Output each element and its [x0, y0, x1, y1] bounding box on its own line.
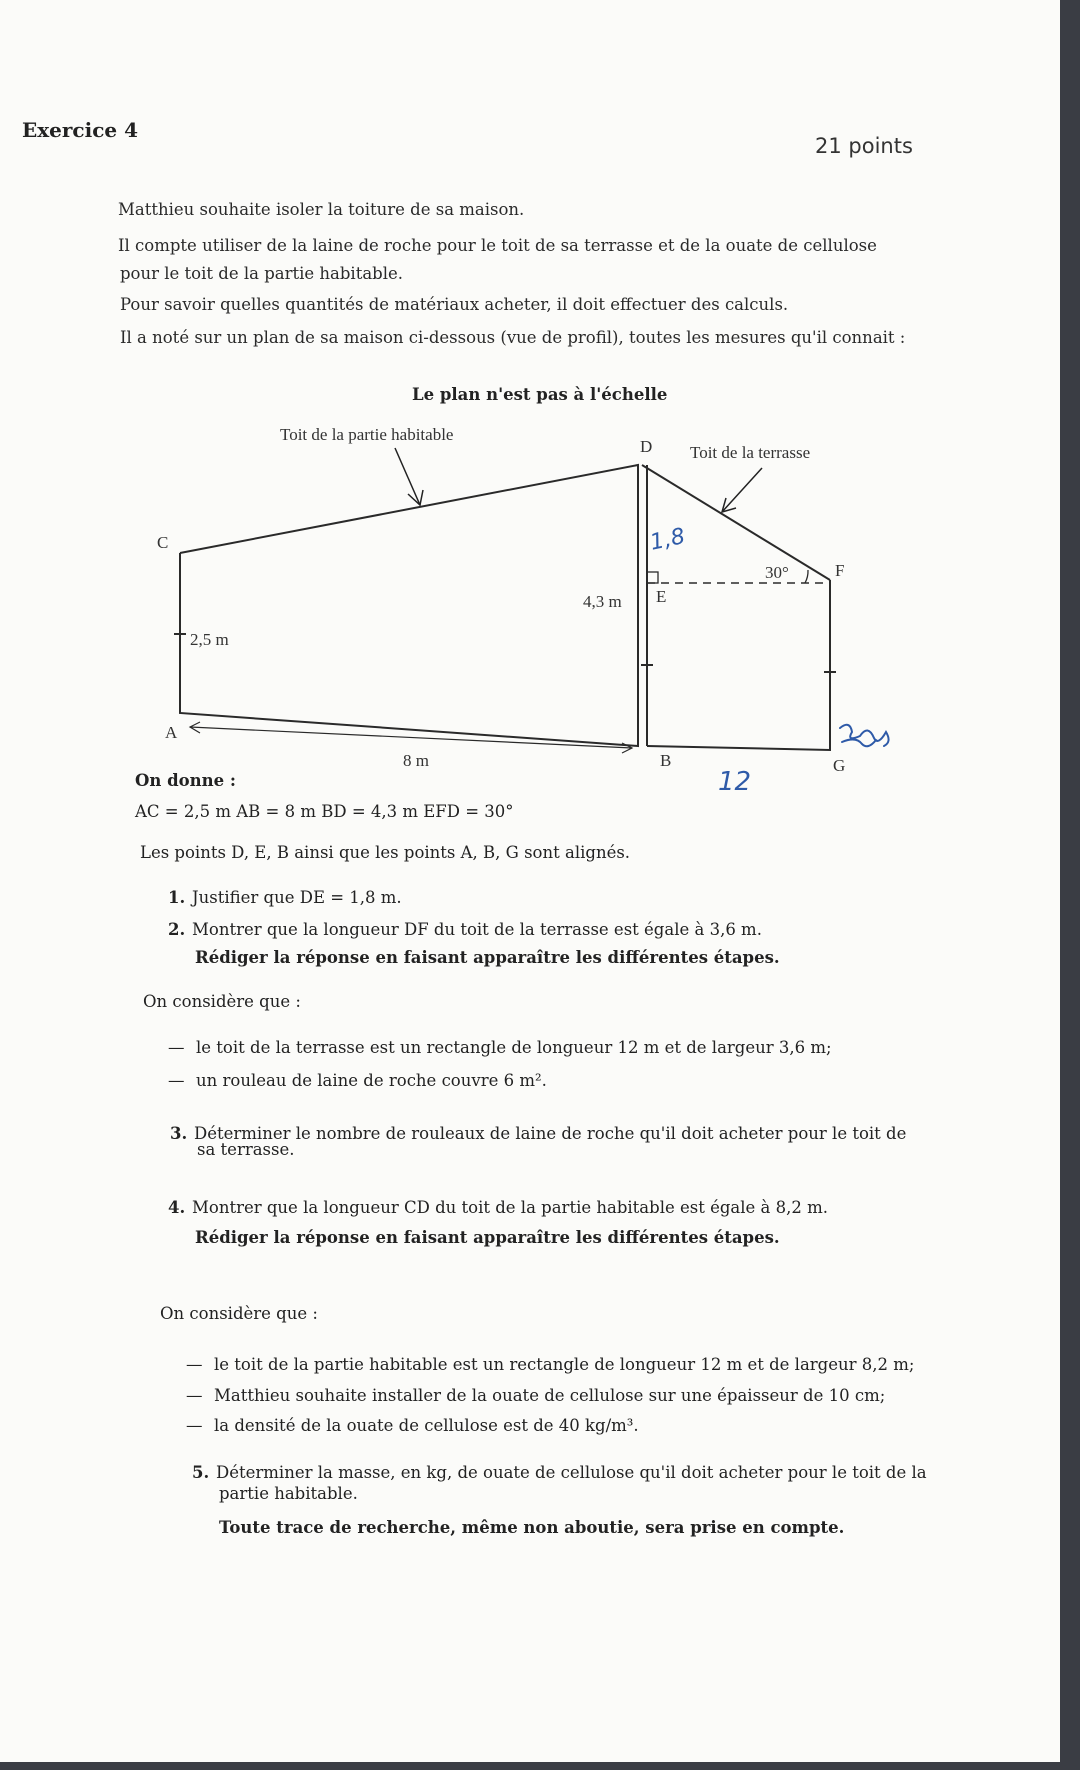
consider-2-item: — la densité de la ouate de cellulose est de 40 kg/m³.: [186, 1416, 639, 1435]
figure-caption: Le plan n'est pas à l'échelle: [412, 385, 668, 404]
bullet-text: le toit de la partie habitable est un rectangle de longueur 12 m et de largeur 8,2 m;: [214, 1355, 915, 1374]
right-angle-marker: [647, 572, 658, 583]
question-text: Déterminer la masse, en kg, de ouate de cellulose qu'il doit acheter pour le toit de la: [216, 1463, 927, 1482]
intro-line: pour le toit de la partie habitable.: [120, 264, 404, 283]
terrace-outline: [647, 580, 830, 750]
handwritten-scribble-icon: [840, 725, 889, 746]
handwritten-BG: 12: [718, 767, 752, 797]
question-1: [168, 888, 402, 908]
consider-1-intro: On considère que :: [143, 992, 301, 1011]
angle-arc: [805, 570, 808, 583]
question-text: Justifier que DE = 1,8 m.: [192, 888, 402, 907]
point-D: D: [640, 437, 653, 456]
question-2: [168, 920, 762, 940]
point-C: C: [157, 533, 169, 552]
question-number: 5.: [192, 1463, 210, 1482]
question-text: Montrer que la longueur CD du toit de la partie habitable est égale à 8,2 m.: [192, 1198, 828, 1217]
question-4-note: Rédiger la réponse en faisant apparaître les différentes étapes.: [195, 1228, 780, 1247]
intro-line: Il a noté sur un plan de sa maison ci-dessous (vue de profil), toutes les mesures qu'il connait :: [120, 328, 906, 347]
point-B: B: [660, 751, 672, 770]
point-G: G: [833, 756, 846, 775]
question-number: 2.: [168, 920, 186, 939]
bullet-text: la densité de la ouate de cellulose est de 40 kg/m³.: [214, 1416, 639, 1435]
given-alignment: Les points D, E, B ainsi que les points A, B, G sont alignés.: [140, 843, 631, 862]
question-5: [192, 1463, 927, 1483]
given-values: AC = 2,5 m AB = 8 m BD = 4,3 m EFD = 30°: [135, 802, 514, 821]
consider-2-intro: On considère que :: [160, 1304, 318, 1323]
habitable-part-outline: [180, 465, 638, 746]
label-roof-house: Toit de la partie habitable: [280, 425, 454, 444]
measure-AC: 2,5 m: [190, 630, 229, 649]
arrow-roof-house: [395, 448, 420, 505]
consider-2-item: — le toit de la partie habitable est un rectangle de longueur 12 m et de largeur 8,2 m;: [186, 1355, 915, 1374]
exercise-title: Exercice 4: [22, 118, 138, 142]
label-roof-terrace: Toit de la terrasse: [690, 443, 811, 462]
question-number: 3.: [170, 1124, 188, 1143]
consider-1-item: — un rouleau de laine de roche couvre 6 m².: [168, 1071, 547, 1090]
measure-BD: 4,3 m: [583, 592, 622, 611]
house-profile-figure: [0, 400, 1060, 800]
point-F: F: [835, 561, 845, 580]
bullet-text: Matthieu souhaite installer de la ouate de cellulose sur une épaisseur de 10 cm;: [214, 1386, 886, 1405]
point-A: A: [165, 723, 178, 742]
angle-EFD-label: 30°: [765, 563, 789, 582]
intro-line: Il compte utiliser de la laine de roche pour le toit de sa terrasse et de la ouate de cellulose: [118, 236, 877, 255]
consider-2-item: — Matthieu souhaite installer de la ouate de cellulose sur une épaisseur de 10 cm;: [186, 1386, 886, 1405]
question-number: 4.: [168, 1198, 186, 1217]
question-number: 1.: [168, 888, 186, 907]
given-heading: On donne :: [135, 771, 236, 790]
question-3-line2: sa terrasse.: [197, 1140, 295, 1159]
arrowhead-roof-house: [408, 490, 423, 505]
question-5-line2: partie habitable.: [219, 1484, 358, 1503]
intro-line: Pour savoir quelles quantités de matériaux acheter, il doit effectuer des calculs.: [120, 295, 789, 314]
question-4: [168, 1198, 828, 1218]
point-E: E: [656, 587, 667, 606]
measure-AB: 8 m: [403, 751, 429, 770]
intro-line: Matthieu souhaite isoler la toiture de sa maison.: [118, 200, 525, 219]
segment-DF: [642, 465, 830, 580]
arrow-roof-terrace: [722, 468, 762, 512]
question-2-note: Rédiger la réponse en faisant apparaître les différentes étapes.: [195, 948, 780, 967]
handwritten-DE: 1,8: [647, 524, 688, 556]
question-5-note: Toute trace de recherche, même non aboutie, sera prise en compte.: [219, 1518, 845, 1537]
question-text: Déterminer le nombre de rouleaux de laine de roche qu'il doit acheter pour le toit de: [194, 1124, 907, 1143]
consider-1-item: — le toit de la terrasse est un rectangle de longueur 12 m et de largeur 3,6 m;: [168, 1038, 832, 1057]
bullet-text: un rouleau de laine de roche couvre 6 m².: [196, 1071, 547, 1090]
exercise-points: 21 points: [815, 134, 913, 158]
question-text: Montrer que la longueur DF du toit de la terrasse est égale à 3,6 m.: [192, 920, 762, 939]
bullet-text: le toit de la terrasse est un rectangle de longueur 12 m et de largeur 3,6 m;: [196, 1038, 832, 1057]
